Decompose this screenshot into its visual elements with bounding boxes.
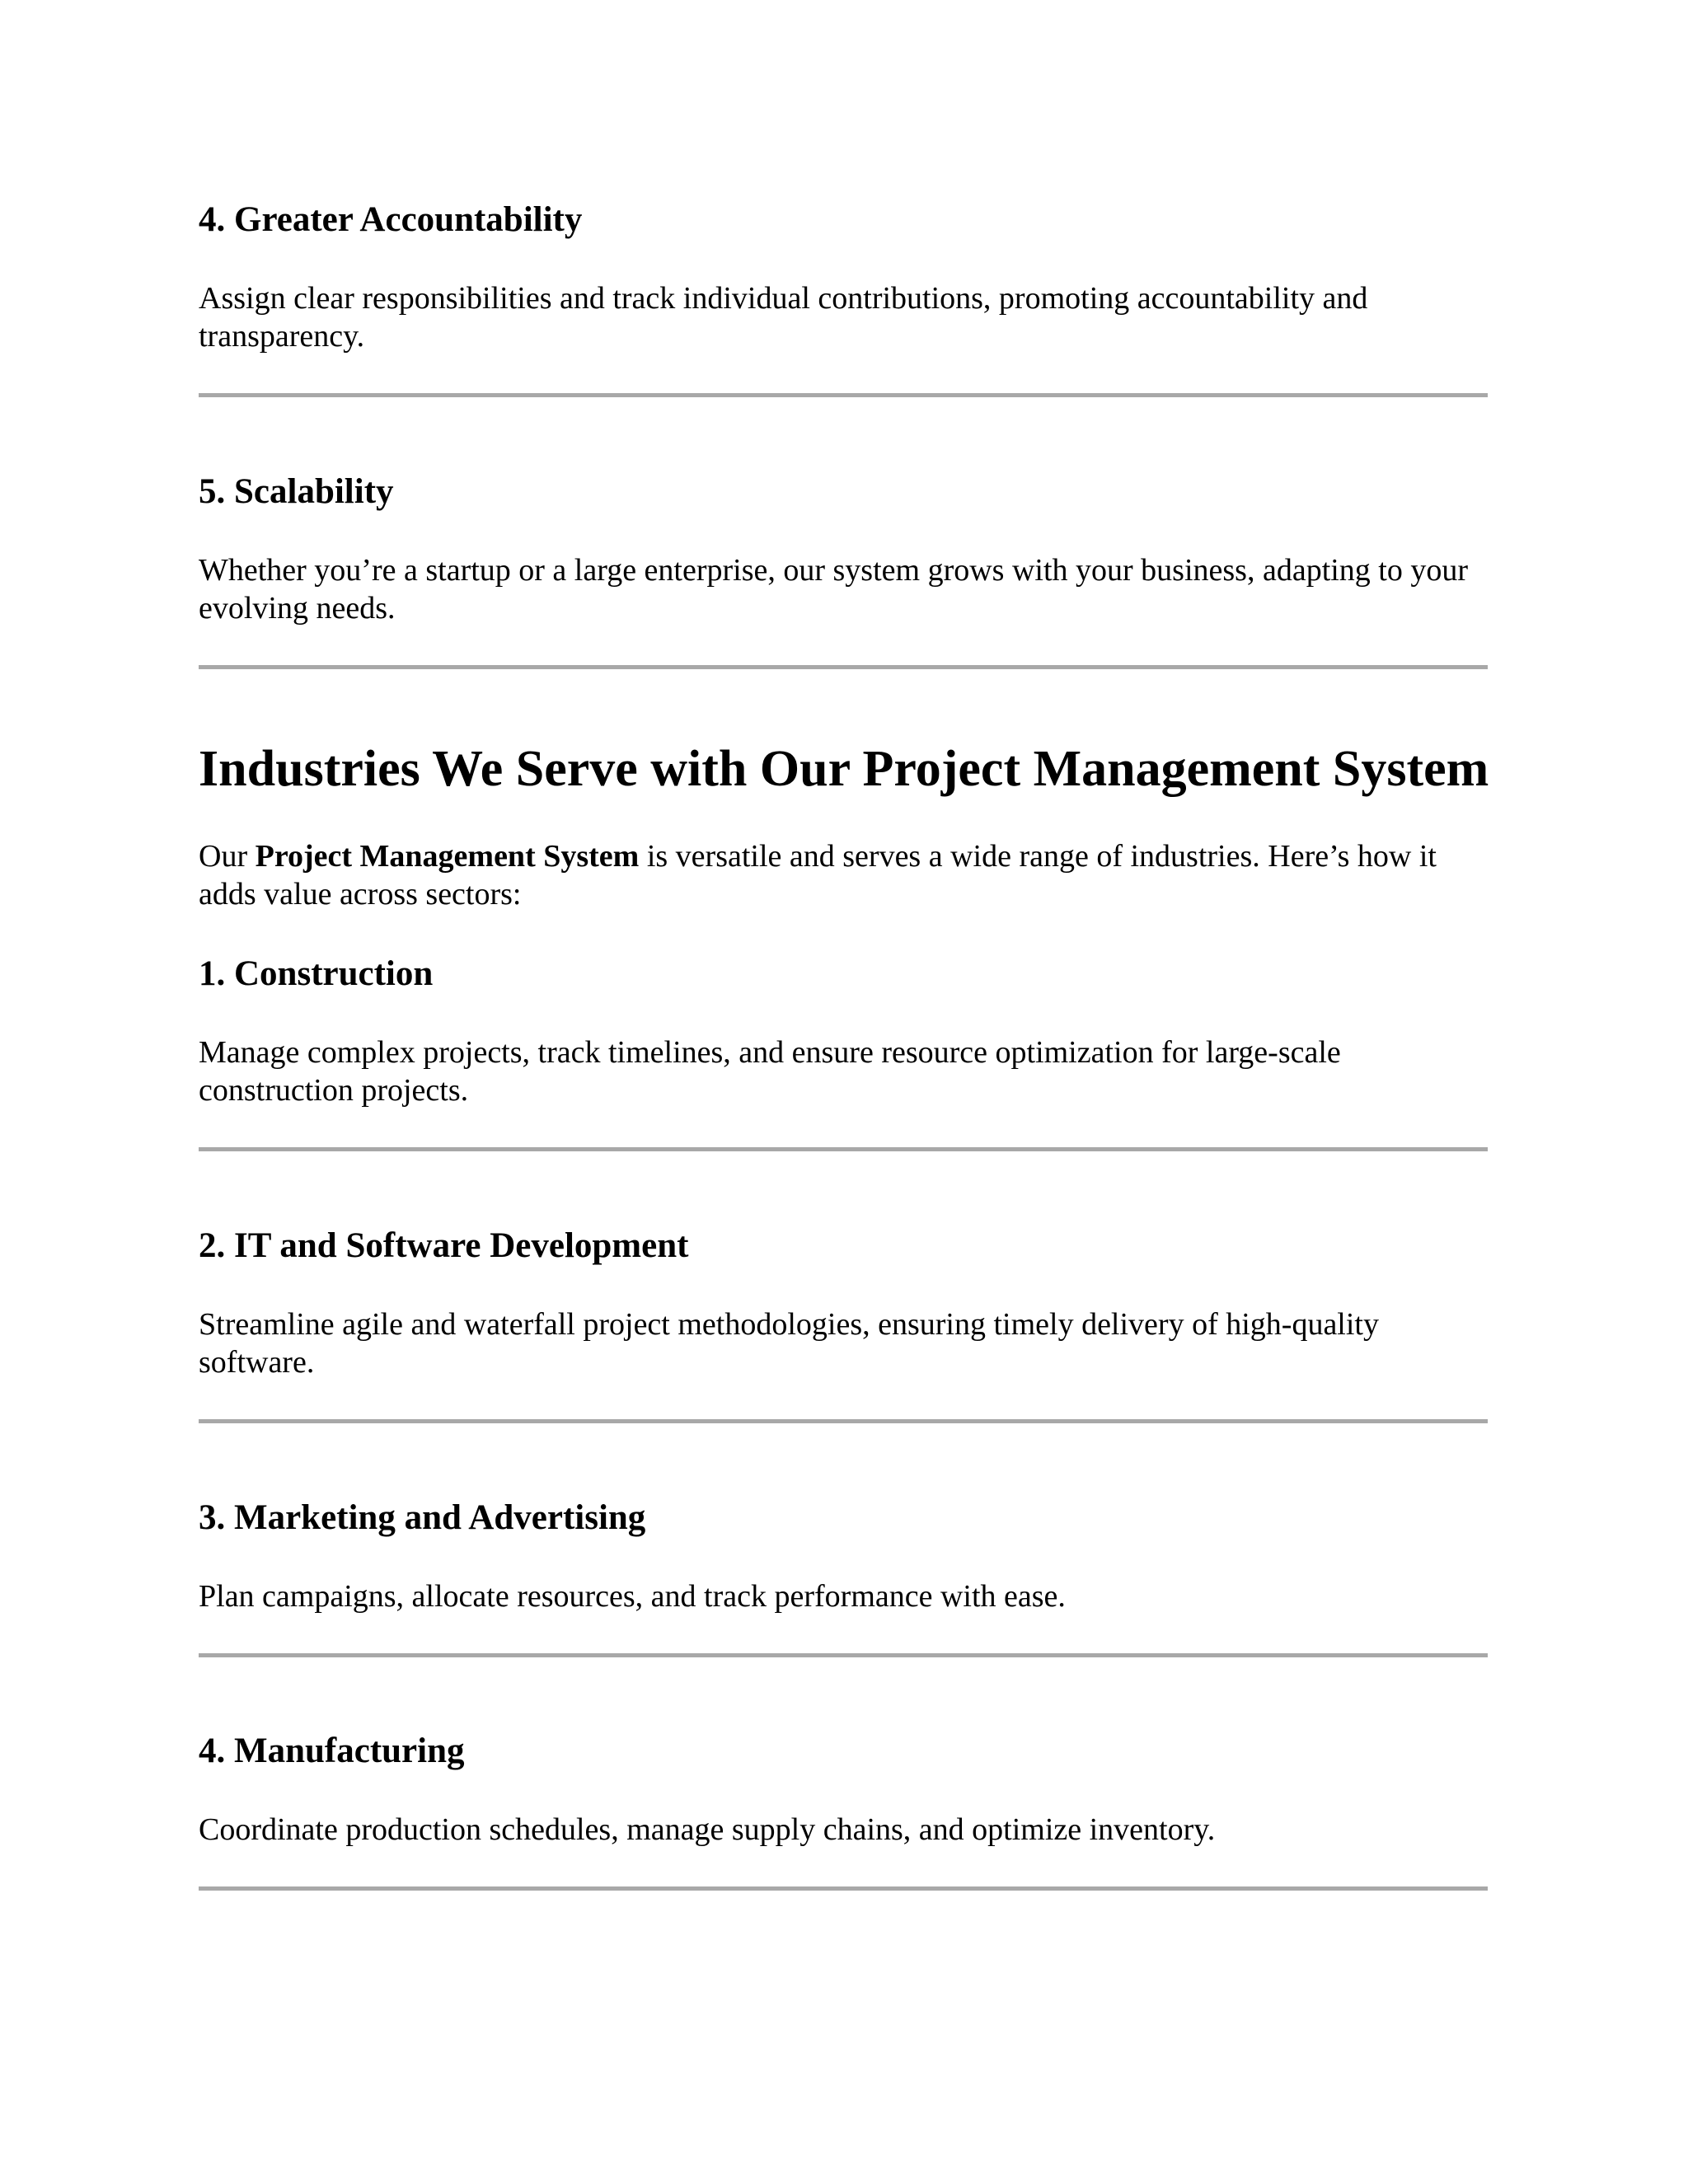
section-divider [199, 1419, 1488, 1423]
intro-bold-term: Project Management System [255, 839, 640, 874]
section-divider [199, 665, 1488, 669]
industry-text-manufacturing: Coordinate production schedules, manage supply chains, and optimize inventory. [199, 1812, 1216, 1847]
section-divider [199, 393, 1488, 397]
benefit-text-scalability: Whether you’re a startup or a large enterprise, our system grows with your business, adapting to your evolving needs. [199, 553, 1469, 626]
section-divider [199, 1653, 1488, 1657]
benefit-heading-accountability: 4. Greater Accountability [199, 200, 583, 239]
industries-title: Industries We Serve with Our Project Management System [199, 741, 1489, 797]
industry-heading-marketing: 3. Marketing and Advertising [199, 1498, 646, 1537]
intro-prefix: Our [199, 839, 256, 874]
industry-text-marketing: Plan campaigns, allocate resources, and track performance with ease. [199, 1579, 1066, 1614]
industries-intro [199, 837, 1493, 913]
industry-heading-construction: 1. Construction [199, 954, 434, 993]
intro-suffix: is versatile and serves a wide range of industries. Here’s how it adds value across sectors: [199, 839, 1437, 912]
section-divider [199, 1886, 1488, 1891]
section-divider [199, 1147, 1488, 1151]
industry-heading-it-software: 2. IT and Software Development [199, 1226, 689, 1265]
benefit-heading-scalability: 5. Scalability [199, 472, 394, 511]
industry-text-it-software: Streamline agile and waterfall project methodologies, ensuring timely delivery of high-quality software. [199, 1307, 1379, 1380]
industry-heading-manufacturing: 4. Manufacturing [199, 1732, 465, 1770]
industry-text-construction: Manage complex projects, track timelines, and ensure resource optimization for large-scale construction projects. [199, 1035, 1341, 1108]
benefit-text-accountability: Assign clear responsibilities and track individual contributions, promoting accountability and transparency. [199, 281, 1368, 354]
